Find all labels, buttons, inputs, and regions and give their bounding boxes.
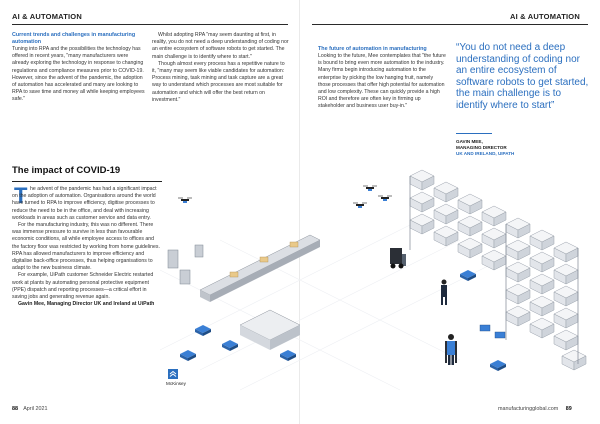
author-name: GAVIN MEE, (456, 139, 483, 144)
quote-rule (456, 133, 492, 134)
author-role: MANAGING DIRECTOR (456, 145, 507, 150)
column-trends (12, 32, 146, 104)
page-number-right: 89 (565, 406, 572, 412)
heading-future: The future of automation in manufacturing (318, 46, 427, 52)
body-impact-1: he advent of the pandemic has had a significant impact on the adoption of automation. Organisations around the world have turned to RPA to improve efficiency, digitise processes to reduce the need to be in the office, and deal with increasing workloads in areas such as customer service and data entry. (12, 186, 157, 221)
footer-left (12, 406, 47, 412)
signoff: Gavin Mee, Managing Director UK and Ireland at UiPath (18, 301, 155, 308)
impact-rule (12, 181, 162, 182)
image-caption: McKinsey (166, 381, 186, 386)
storage-racks (410, 170, 586, 370)
forklift-icon (390, 248, 406, 269)
column-rpa (152, 32, 290, 104)
issue-date: April 2021 (23, 406, 48, 412)
column-future (318, 46, 446, 111)
author-company: UK AND IRELAND, UIPATH (456, 151, 515, 156)
section-rule-left (12, 24, 288, 25)
heading-trends: Current trends and challenges in manufacturing automation (12, 32, 136, 45)
column-impact (12, 183, 162, 308)
site-url: manufacturingglobal.com (498, 406, 559, 412)
pull-quote: “You do not need a deep understanding of coding nor an entire ecosystem of software robots to get started, the main challenge is to identify where to start” (456, 42, 589, 111)
footer-right (498, 406, 572, 412)
body-impact-2: For the manufacturing industry, this was no different. There was immense pressure to survive in less than favourable economic conditions, all while employee access to offices and the factory floor was restricted by working from home guidelines. RPA has allowed manufacturers to improve efficiency and digitalise back-office processes, thus helping organisations to adapt to the new business climate. (12, 222, 160, 272)
section-rule-right (312, 24, 588, 25)
warehouse-illustration (160, 150, 600, 400)
section-tag-right: AI & AUTOMATION (510, 12, 580, 21)
body-trends: Tuning into RPA and the possibilities the technology has offered in recent years, "many manufacturers were already exploring the technology in response to changing regulations and compliance measures prior to COVID-19. However, since the advent of the pandemic, the adoption of automation has accelerated and many are looking to RPA to save time and money all while keeping employees safe." (12, 46, 145, 103)
body-rpa-2: Though almost every process has a repetitive nature to it, "many may seem like viable candidates for automation: Process mining, task mining and task capture are a great way to understand which processes are most suitable for automation and which will offer the best return on investment." (152, 60, 285, 103)
dropcap: T (14, 183, 28, 208)
loading-station (240, 310, 300, 350)
impact-title: The impact of COVID-19 (12, 165, 121, 176)
exoskeleton-worker-icon (445, 334, 457, 365)
section-tag-left: AI & AUTOMATION (12, 12, 82, 21)
body-impact-3: For example, UiPath customer Schneider Electric restarted work at plants by automating personal protective equipment (PPE) dispatch and reporting processes—a critical effort in saving jobs and generating revenue again. (12, 272, 154, 301)
conveyor-belt (200, 235, 320, 302)
robot-arms (168, 245, 203, 284)
blue-crates (480, 325, 505, 338)
body-rpa-1: Whilst adopting RPA "may seem daunting at first, in reality, you do not need a deep understanding of coding nor an entire ecosystem of software robots to get started. The main challenge is to identify where to start." (152, 32, 289, 60)
body-future: Looking to the future, Mee contemplates that "the future is bound to bring even more automation to the industry. Many firms begin introducing automation to the enterprise by picking the low hanging fruit, namely those processes that offer high potential for automation and low complexity. These can quickly provide a high ROI and therefore are often key in firming up stakeholder and business user buy-in." (318, 53, 446, 110)
worker-icon (441, 280, 447, 306)
page-number-left: 88 (12, 406, 18, 412)
